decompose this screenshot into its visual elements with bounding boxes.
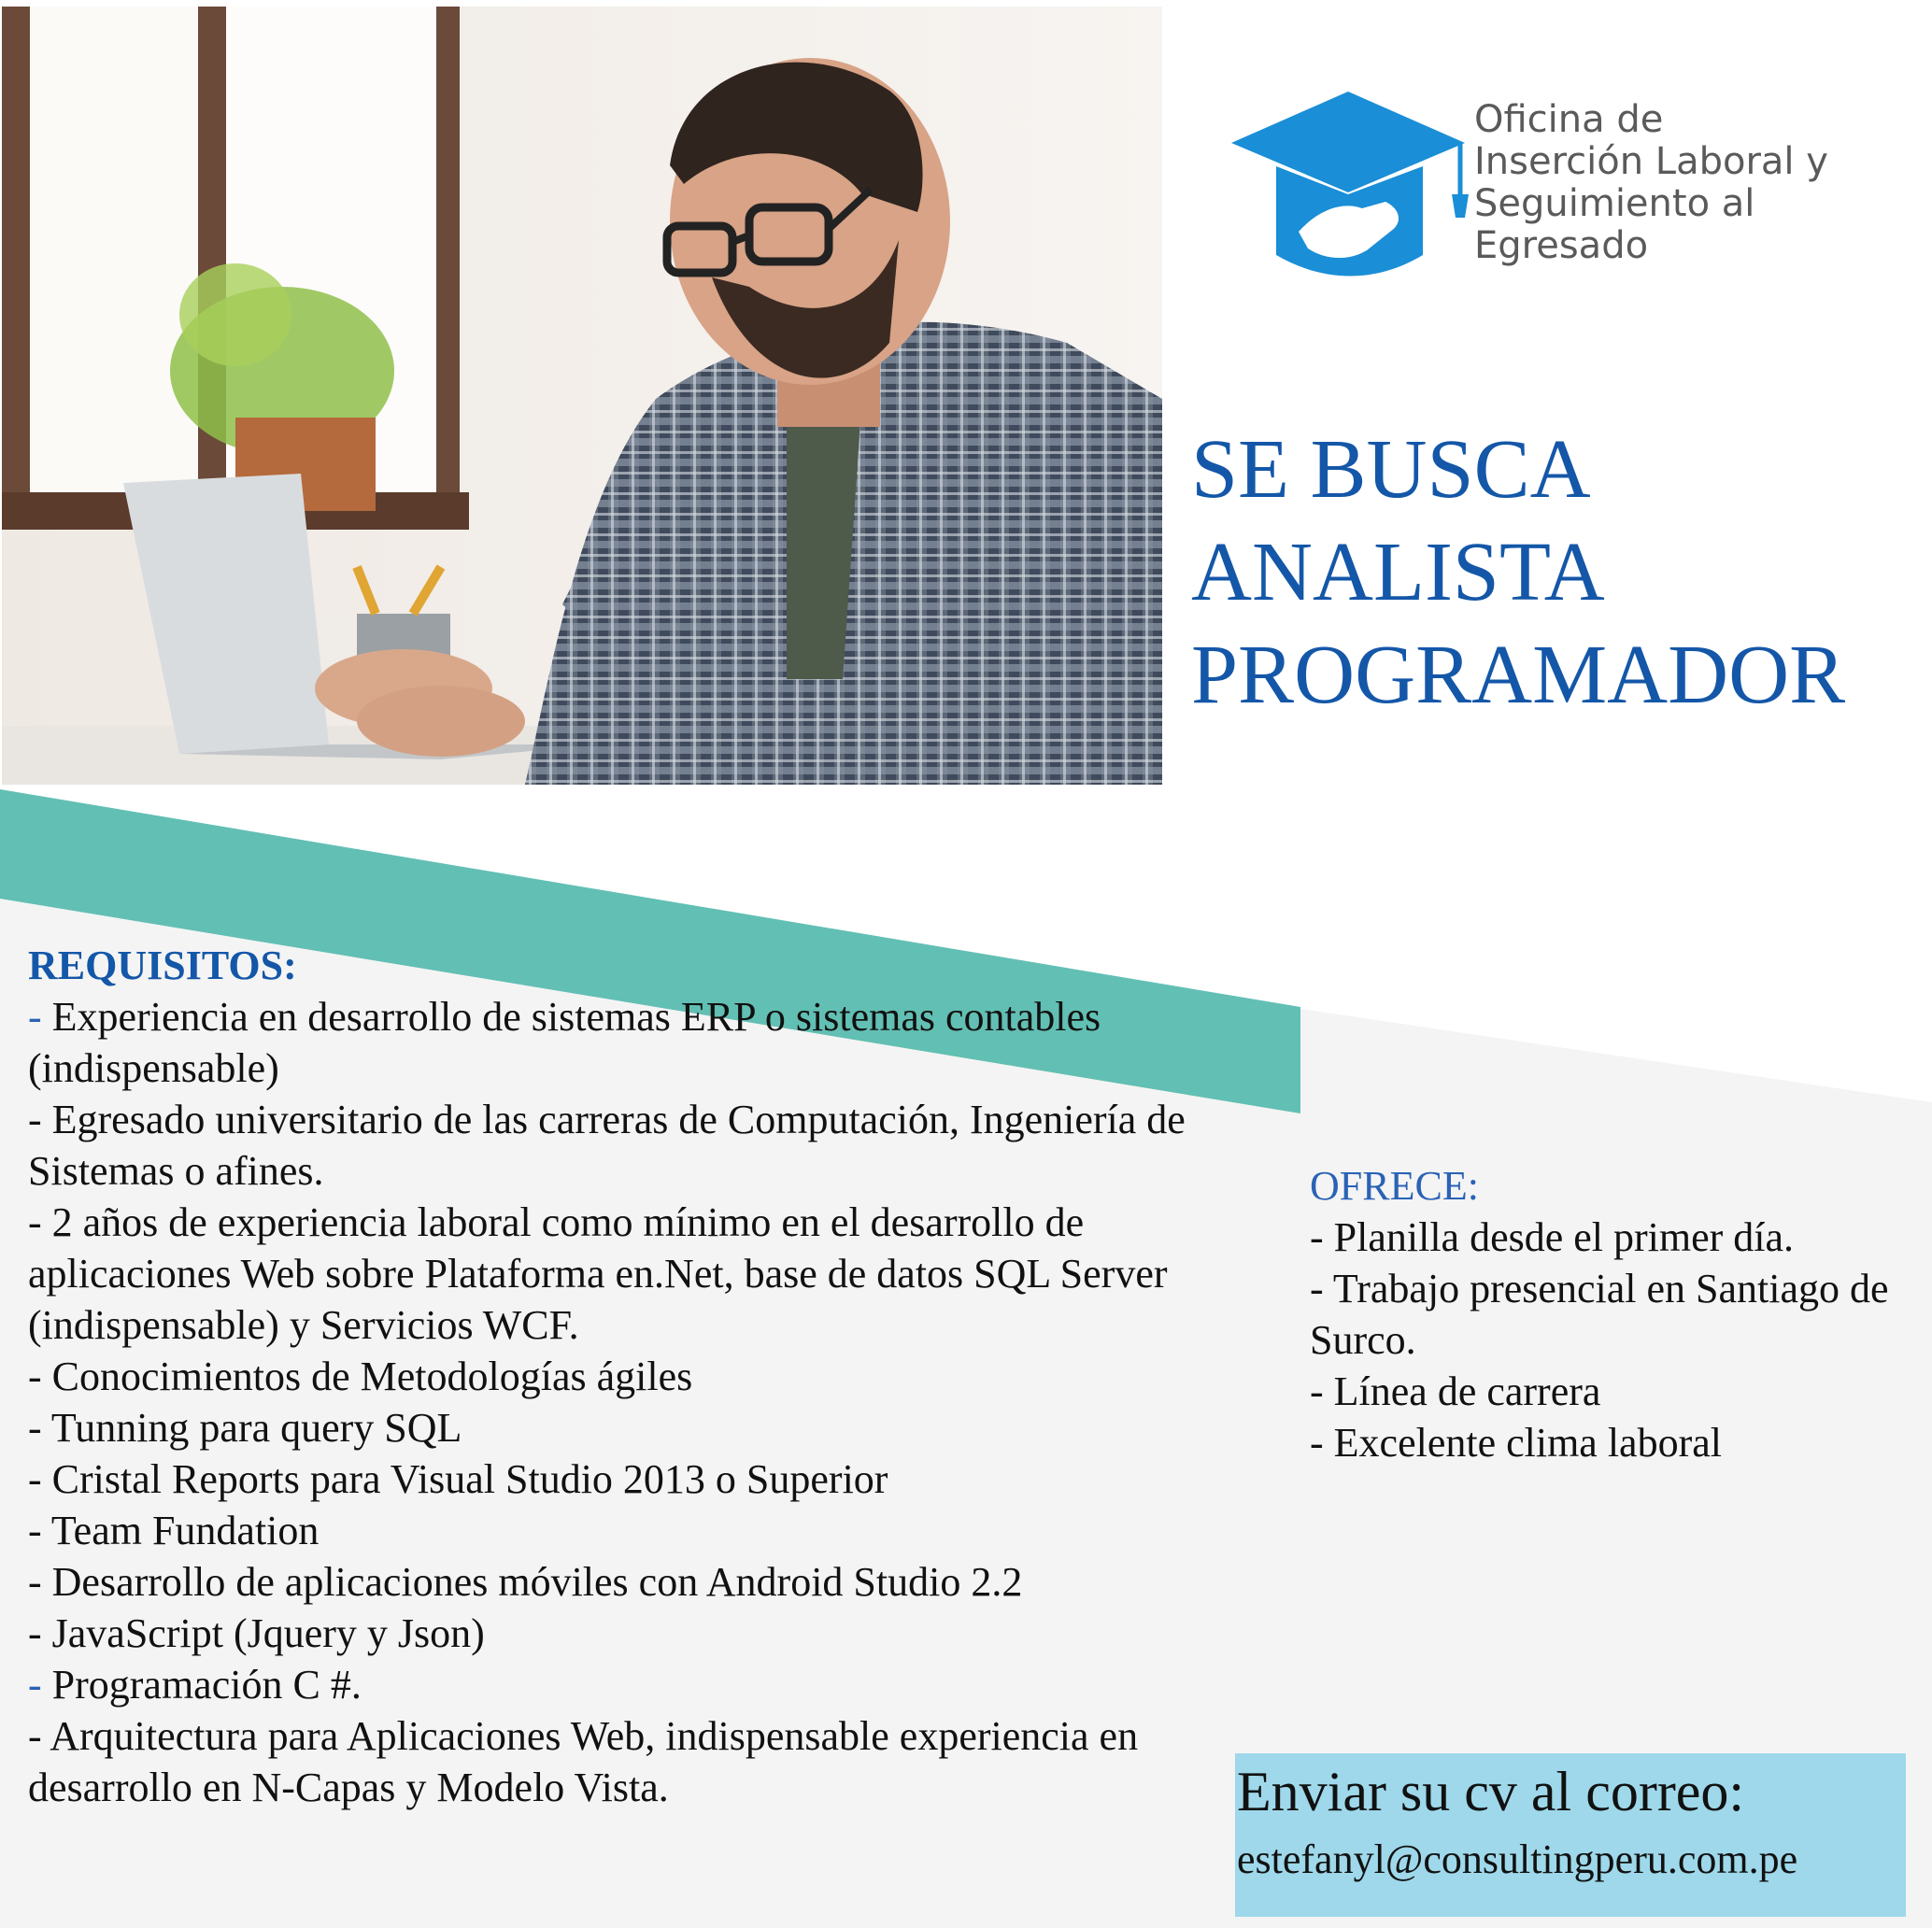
- requirement-item: - Experiencia en desarrollo de sistemas ERP o sistemas contables (indispensable): [28, 994, 1101, 1091]
- requirement-item: - Conocimientos de Metodologías ágiles: [28, 1354, 693, 1399]
- offer-section: [1310, 1160, 1908, 1468]
- contact-email[interactable]: estefanyl@consultingperu.com.pe: [1237, 1836, 1798, 1882]
- requirement-item: - Cristal Reports para Visual Studio 2013 o Superior: [28, 1456, 888, 1502]
- office-name: [1474, 99, 1923, 267]
- cap-top-icon: [1231, 92, 1465, 192]
- office-name-line: Inserción Laboral y: [1474, 140, 1828, 183]
- offer-heading: OFRECE:: [1310, 1163, 1479, 1209]
- requirement-item: - Desarrollo de aplicaciones móviles con Android Studio 2.2: [28, 1559, 1023, 1605]
- contact-label: Enviar su cv al correo:: [1237, 1761, 1745, 1822]
- requirement-item: - Programación C #.: [28, 1662, 362, 1708]
- offer-item: - Excelente clima laboral: [1310, 1420, 1722, 1466]
- title-line: PROGRAMADOR: [1191, 629, 1846, 721]
- title-line: ANALISTA: [1191, 526, 1605, 618]
- offer-item: - Línea de carrera: [1310, 1368, 1601, 1414]
- requirement-item: - Egresado universitario de las carreras de Computación, Ingeniería de Sistemas o afines.: [28, 1097, 1186, 1194]
- requirements-section: [28, 940, 1280, 1813]
- requirement-item: - 2 años de experiencia laboral como mínimo en el desarrollo de aplicaciones Web sobre Plataforma en.Net, base de datos SQL Server (indispensable) y Servicios WCF.: [28, 1199, 1168, 1348]
- requirements-heading: REQUISITOS:: [28, 943, 297, 988]
- offer-item: - Planilla desde el primer día.: [1310, 1214, 1795, 1260]
- offer-item: - Trabajo presencial en Santiago de Surco.: [1310, 1266, 1889, 1363]
- office-name-line: Egresado: [1474, 224, 1649, 267]
- office-name-line: Oficina de: [1474, 98, 1664, 141]
- contact-box: [1235, 1753, 1906, 1917]
- title-line: SE BUSCA: [1191, 423, 1591, 516]
- requirement-item: - Tunning para query SQL: [28, 1405, 462, 1451]
- job-title: [1191, 418, 1929, 727]
- requirement-item: - Arquitectura para Aplicaciones Web, indispensable experiencia en desarrollo en N-Capas y Modelo Vista.: [28, 1713, 1139, 1810]
- office-name-line: Seguimiento al: [1474, 182, 1755, 225]
- man-with-laptop-photo: [2, 7, 1162, 785]
- requirement-item: - JavaScript (Jquery y Json): [28, 1610, 485, 1656]
- requirement-item: - Team Fundation: [28, 1508, 320, 1553]
